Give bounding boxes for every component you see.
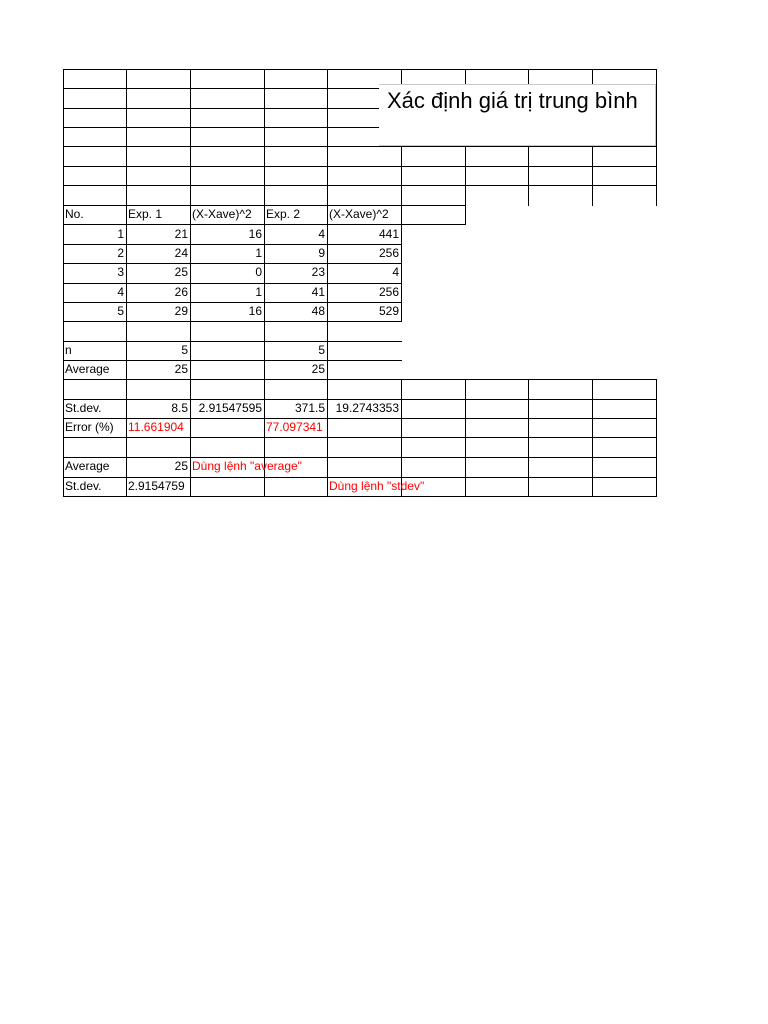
row-no[interactable]: 2 (117, 246, 124, 260)
row-exp2[interactable]: 48 (311, 304, 325, 318)
row-no[interactable]: 1 (117, 227, 124, 241)
header-exp2[interactable]: Exp. 2 (266, 207, 301, 221)
row-exp2[interactable]: 41 (311, 285, 325, 299)
stdev-exp2[interactable]: 371.5 (294, 401, 325, 415)
header-dev2[interactable]: (X-Xave)^2 (329, 207, 389, 221)
grid-line (656, 69, 657, 206)
grid-line (63, 321, 402, 322)
row-no[interactable]: 4 (117, 285, 124, 299)
row-no[interactable]: 3 (117, 265, 124, 279)
header-dev1[interactable]: (X-Xave)^2 (192, 207, 252, 221)
title-box (379, 84, 656, 146)
grid-line (528, 379, 529, 497)
stdev-label[interactable]: St.dev. (65, 401, 102, 415)
row-exp2[interactable]: 4 (318, 227, 325, 241)
row-dev2[interactable]: 4 (392, 265, 399, 279)
average-label[interactable]: Average (65, 362, 110, 376)
grid-line (63, 437, 657, 438)
n-exp1[interactable]: 5 (181, 343, 188, 357)
header-no[interactable]: No. (65, 207, 84, 221)
row-exp1[interactable]: 21 (174, 227, 188, 241)
error-exp1[interactable]: 11.661904 (128, 420, 184, 434)
row-dev1[interactable]: 1 (255, 246, 262, 260)
n-label[interactable]: n (65, 343, 72, 357)
func-average-label[interactable]: Average (65, 459, 110, 473)
stdev-dev2[interactable]: 19.2743353 (335, 401, 399, 415)
row-dev1[interactable]: 1 (255, 285, 262, 299)
row-dev1[interactable]: 16 (248, 304, 262, 318)
func-average-value[interactable]: 25 (174, 459, 188, 473)
stdev-dev1[interactable]: 2.91547595 (198, 401, 262, 415)
row-dev1[interactable]: 0 (255, 265, 262, 279)
row-exp2[interactable]: 9 (318, 246, 325, 260)
header-exp1[interactable]: Exp. 1 (128, 207, 163, 221)
row-exp1[interactable]: 25 (174, 265, 188, 279)
row-exp1[interactable]: 26 (174, 285, 188, 299)
grid-line (63, 185, 657, 186)
row-dev2[interactable]: 256 (378, 246, 399, 260)
sheet-title: Xác định giá trị trung bình (387, 88, 638, 113)
row-dev2[interactable]: 529 (378, 304, 399, 318)
grid-line (63, 69, 657, 70)
grid-line (592, 379, 593, 497)
grid-line (63, 496, 657, 497)
grid-line (63, 166, 657, 167)
grid-line (656, 379, 657, 497)
func-stdev-label[interactable]: St.dev. (65, 479, 102, 493)
func-average-note[interactable]: Dùng lệnh "average" (192, 459, 302, 473)
row-dev2[interactable]: 256 (378, 285, 399, 299)
error-exp2[interactable]: 77.097341 (266, 420, 323, 434)
stdev-exp1[interactable]: 8.5 (171, 401, 188, 415)
error-label[interactable]: Error (%) (65, 420, 114, 434)
row-exp2[interactable]: 23 (311, 265, 325, 279)
n-exp2[interactable]: 5 (318, 343, 325, 357)
row-exp1[interactable]: 24 (174, 246, 188, 260)
grid-line (63, 146, 657, 147)
average-exp2[interactable]: 25 (311, 362, 325, 376)
func-stdev-value[interactable]: 2.9154759 (128, 479, 185, 493)
grid-line (63, 379, 657, 380)
grid-line (465, 379, 466, 497)
func-stdev-note[interactable]: Dùng lệnh "stdev" (329, 479, 425, 493)
row-dev1[interactable]: 16 (248, 227, 262, 241)
row-no[interactable]: 5 (117, 304, 124, 318)
row-dev2[interactable]: 441 (378, 227, 399, 241)
row-exp1[interactable]: 29 (174, 304, 188, 318)
average-exp1[interactable]: 25 (174, 362, 188, 376)
